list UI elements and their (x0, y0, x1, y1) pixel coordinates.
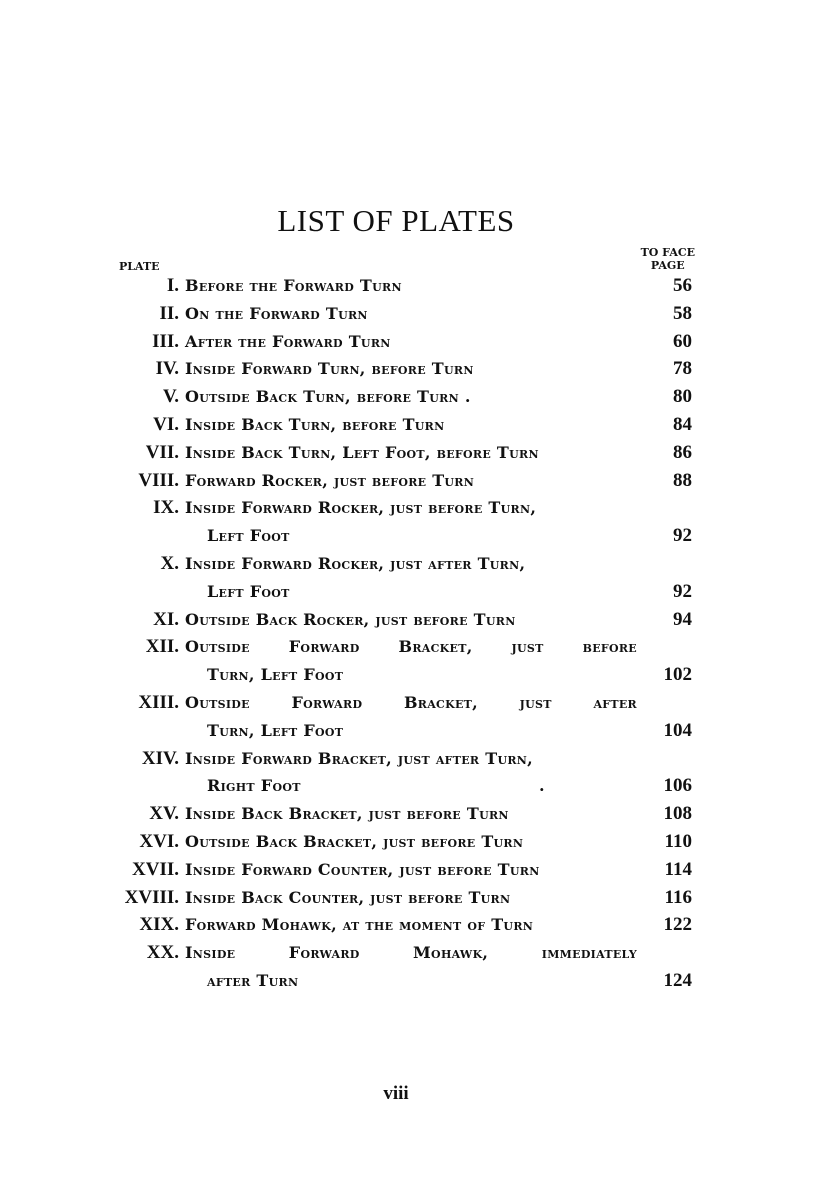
plate-title: Inside Forward Rocker, just after Turn, (185, 554, 526, 573)
plate-title: Outside Back Rocker, just before Turn (185, 609, 516, 629)
plate-title: Inside Back Turn, Left Foot, before Turn (185, 442, 539, 462)
facing-page-number: 94 (673, 608, 692, 630)
plate-title-continued: Turn, Left Foot (207, 720, 344, 740)
facing-page-number: 104 (663, 719, 692, 741)
plate-title: Inside Forward Turn, before Turn (185, 359, 474, 379)
plate-number: XVII. (132, 858, 179, 880)
plate-title: Forward Rocker, just before Turn (185, 470, 475, 490)
page-column-header-line1: TO FACE (640, 246, 695, 259)
facing-page-number: 78 (673, 358, 692, 380)
plate-number: III. (152, 330, 179, 352)
plate-title: Before the Forward Turn (185, 276, 402, 295)
facing-page-number: 108 (663, 803, 692, 825)
page-column-header (641, 246, 695, 272)
plate-number: XIX. (139, 914, 179, 936)
plate-title: Inside Forward Mohawk, immediately (185, 943, 637, 963)
plate-number: XVIII. (124, 886, 179, 908)
facing-page-number: 58 (673, 302, 692, 324)
plate-number: XII. (145, 636, 179, 658)
plate-number: VII. (145, 441, 179, 463)
plate-title-continued: after Turn (207, 971, 299, 990)
leader-dot: . (539, 776, 545, 796)
plate-title: Inside Back Counter, just before Turn (185, 887, 511, 907)
facing-page-number: 60 (673, 330, 692, 352)
facing-page-number: 84 (673, 414, 692, 435)
plate-number: XIV. (141, 747, 179, 769)
plate-number: XVI. (139, 831, 179, 852)
plate-column-header: PLATE (119, 260, 160, 273)
plate-number: V. (162, 386, 179, 408)
plate-title: Inside Back Turn, before Turn (185, 415, 445, 434)
plate-title-continued: Left Foot (207, 581, 290, 601)
facing-page-number: 80 (673, 386, 692, 408)
plate-title: After the Forward Turn (185, 331, 391, 351)
page-column-header-line2: PAGE (650, 259, 685, 272)
plate-title: Inside Forward Rocker, just before Turn, (185, 498, 537, 518)
plate-title: Outside Back Turn, before Turn . (185, 387, 471, 407)
page-number: viii (383, 1083, 409, 1104)
facing-page-number: 92 (673, 580, 692, 602)
plate-title: Inside Back Bracket, just before Turn (185, 804, 509, 824)
plate-title: Inside Forward Bracket, just after Turn, (185, 748, 534, 768)
plate-number: II. (159, 302, 179, 324)
plate-number: IX. (153, 497, 179, 519)
page-title: LIST OF PLATES (277, 203, 515, 238)
plate-title: Outside Forward Bracket, just after (185, 693, 637, 712)
facing-page-number: 86 (673, 441, 692, 463)
plate-number: XV. (149, 803, 179, 825)
facing-page-number: 124 (663, 970, 692, 991)
facing-page-number: 56 (673, 275, 692, 296)
plate-number: VIII. (138, 469, 179, 491)
facing-page-number: 106 (663, 775, 692, 797)
plate-number: IV. (155, 358, 179, 380)
plate-number: I. (166, 275, 179, 296)
plate-title: Outside Back Bracket, just before Turn (185, 832, 524, 851)
facing-page-number: 122 (663, 914, 692, 936)
plate-number: XIII. (138, 692, 179, 713)
plate-title-continued: Right Foot (207, 776, 301, 796)
facing-page-number: 92 (673, 525, 692, 547)
plate-title-continued: Left Foot (207, 526, 290, 546)
facing-page-number: 114 (664, 858, 692, 880)
plate-number: X. (160, 553, 179, 574)
plate-title-continued: Turn, Left Foot (207, 665, 344, 685)
facing-page-number: 102 (663, 664, 692, 686)
plate-title: Inside Forward Counter, just before Turn (185, 859, 540, 879)
plate-title: Forward Mohawk, at the moment of Turn (185, 915, 534, 935)
plate-number: XX. (146, 942, 179, 964)
plate-title: On the Forward Turn (185, 303, 368, 323)
facing-page-number: 88 (673, 469, 692, 491)
facing-page-number: 116 (664, 886, 692, 908)
plate-number: VI. (153, 414, 179, 435)
facing-page-number: 110 (664, 831, 692, 852)
plate-number: XI. (153, 608, 179, 630)
plate-title: Outside Forward Bracket, just before (185, 637, 637, 657)
